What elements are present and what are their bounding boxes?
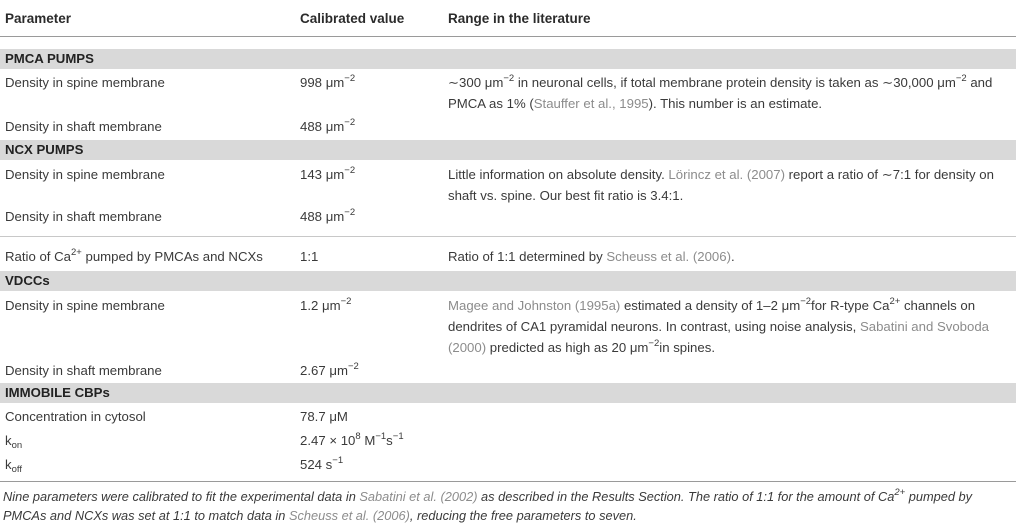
section-vdcc [0, 271, 1016, 291]
header-calibrated-value: Calibrated value [300, 11, 405, 26]
parameter-label: Ratio of $Ca^{2+}$ pumped by PMCAs and NCXs [5, 247, 263, 264]
citation-link: Sabatini et al. (2002) [359, 489, 478, 504]
table-header [0, 8, 1016, 30]
section-title: VDCCs [5, 273, 50, 288]
section-title: NCX PUMPS [5, 142, 84, 157]
calibrated-value: 2.67 $\mu m^{-2}$ [300, 361, 359, 378]
calibrated-value: $2.47 \times 10^8$ $M^{-1}s^{-1}$ [300, 431, 404, 448]
parameter-label: $k_{off}$ [5, 457, 22, 475]
section-ncx [0, 140, 1016, 160]
citation-link: Scheuss et al. (2006) [606, 249, 731, 264]
row-divider [0, 236, 1016, 237]
section-title: IMMOBILE CBPs [5, 385, 110, 400]
calibrated-value: 1.2 $\mu m^{-2}$ [300, 296, 352, 313]
calibrated-value: 78.7 μM [300, 409, 348, 424]
header-parameter: Parameter [5, 11, 72, 26]
literature-text: Ratio of 1:1 determined by Scheuss et al. (2006). [448, 249, 735, 264]
citation-link: Magee and Johnston (1995a) [448, 298, 621, 313]
parameter-label: Density in shaft membrane [5, 119, 162, 134]
calibrated-value: 524 $s^{-1}$ [300, 455, 344, 472]
header-literature-range: Range in the literature [448, 11, 591, 26]
parameter-label: Density in spine membrane [5, 167, 165, 182]
calibrated-value: 1:1 [300, 249, 319, 264]
parameter-label: Density in shaft membrane [5, 209, 162, 224]
parameter-label: $k_{on}$ [5, 433, 23, 451]
literature-text: Little information on absolute density. Lörincz et al. (2007) report a ratio of ∼7:1 for density on shaft vs. spine. Our best fit ratio is 3.4:1. [448, 167, 994, 203]
calibrated-value: 488 $\mu m^{-2}$ [300, 117, 356, 134]
table-bottom-rule [0, 481, 1016, 482]
citation-link: Scheuss et al. (2006) [288, 508, 410, 523]
citation-link: Lörincz et al. (2007) [668, 167, 785, 182]
literature-text: Magee and Johnston (1995a) estimated a density of 1–2 $\mu m^{-2}for$ R-type $Ca^{2+}$ channels on dendrites of CA1 pyramidal neurons. In contrast, using noise analysis, Sabatini and Svoboda (2000) predicted as high as 20 $\mu m^{-2}in$ spines. [448, 296, 990, 355]
section-title: PMCA PUMPS [5, 51, 94, 66]
parameter-label: Concentration in cytosol [5, 409, 146, 424]
calibrated-value: 998 $\mu m^{-2}$ [300, 73, 356, 90]
citation-link: Sabatini and Svoboda (2000) [448, 319, 990, 355]
header-rule [0, 36, 1016, 37]
calibrated-value: 143 $\mu m^{-2}$ [300, 165, 356, 182]
section-cbp [0, 383, 1016, 403]
calibrated-value: 488 $\mu m^{-2}$ [300, 207, 356, 224]
citation-link: Stauffer et al., 1995 [533, 96, 649, 111]
parameter-label: Density in shaft membrane [5, 363, 162, 378]
parameter-label: Density in spine membrane [5, 298, 165, 313]
parameter-label: Density in spine membrane [5, 75, 165, 90]
literature-text: ∼300 $\mu m^{-2}$ in neuronal cells, if total membrane protein density is taken as ∼30,000 $\mu m^{-2}$ and PMCA as 1% (Stauffer et al., 1995). This number is an estimate. [448, 73, 993, 111]
table-footnote: Nine parameters were calibrated to fit the experimental data in Sabatini et al. (2002) as described in the Results Section. The ratio of 1:1 for the amount of $Ca^{2+}$ pumped by PMCAs and NCXs was set at 1:1 to match data in Scheuss et al. (2006), reducing the free parameters to seven. [3, 487, 973, 523]
section-pmca [0, 49, 1016, 69]
